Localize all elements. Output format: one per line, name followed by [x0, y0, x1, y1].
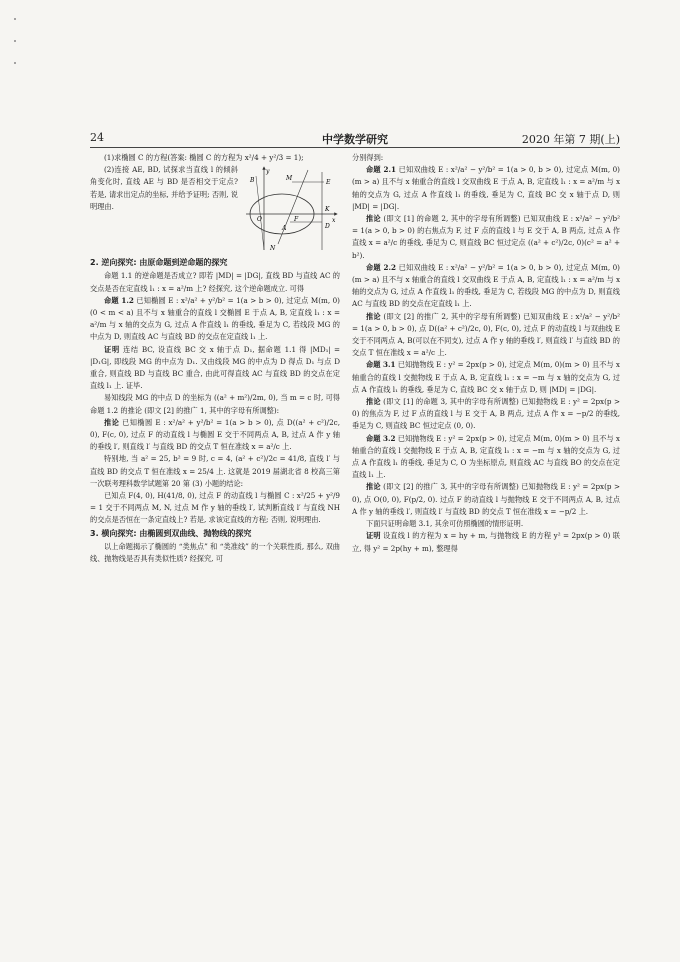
ellipse-figure: [242, 164, 340, 254]
proposition-3-1: [352, 359, 620, 396]
proposition-label: 命题 3.1: [366, 360, 396, 370]
proposition-2-1: [352, 164, 620, 213]
scan-speck: [14, 18, 16, 20]
label-b: B: [250, 177, 255, 185]
paragraph: 分别得到:: [352, 153, 384, 162]
scan-speck: [14, 62, 16, 64]
proof-text: 连结 BC, 设直线 BC 交 x 轴于点 D₁, 据命题 1.1 得 |MD₁| = |D₁G|, 即线段 MG 的中点为 D₁. 又由线段 MG 的中点为 D 得点 D₁ 与点 D 重合, 则直线 BD 与直线 BC 重合, 由此可得直线 AC 与直线 BD 的交点在定直线 l₁ 上. 证毕.: [90, 344, 340, 391]
proof-block: [352, 530, 620, 554]
inference-label: 推论: [104, 417, 120, 427]
inference-label: 推论: [366, 214, 381, 224]
label-f: F: [294, 216, 299, 224]
inference-label: 推论: [366, 311, 381, 321]
left-column: [90, 152, 340, 565]
inference-block: [352, 396, 620, 433]
inference-block: [352, 481, 620, 518]
section-3-title: 3. 横向探究: 由椭圆到双曲线、抛物线的探究: [90, 528, 252, 538]
inference-text: (即文 [2] 的推广 3, 其中的字母有所调整) 已知抛物线 E : y² = 2px(p > 0), 点 O(0, 0), F(p/2, 0). 过点 F 的动直线 l 与抛物线 E 交于不同两点 A, B, 过点 A 作 y 轴的垂线 l′, 则直线 l′ 与直线 BD 的交点 T 恒在准线 x = −p/2 上.: [352, 482, 620, 516]
scan-speck: [14, 40, 16, 42]
proposition-text: 已知椭圆 E : x²/a² + y²/b² = 1(a > b > 0), 过定点 M(m, 0)(0 < m < a) 且不与 x 轴重合的直线 l 交椭圆 E 于点 A, B, 定直线 l₁ : x = a²/m 与 x 轴的交点为 G, 过点 A 作直线 l₁ 的垂线, 垂足为 C, 若线段 MG 的中点为 D, 则直线 AC 与直线 BD 的交点在定直线 l₁ 上.: [90, 295, 340, 342]
label-m: M: [286, 175, 293, 183]
proof-label: 证明: [366, 531, 381, 541]
paragraph: 已知点 F(4, 0), H(41/8, 0), 过点 F 的动直线 l 与椭圆 C : x²/25 + y²/9 = 1 交于不同两点 M, N, 过点 M 作 y 轴的垂线 l′, 试判断直线 l′ 与直线 NH 的交点是否恒在一条定直线上? 若是, 求该定直线的方程; 否则, 说明理由.: [90, 491, 340, 525]
label-o: O: [257, 216, 262, 224]
paragraph: 易知线段 MG 的中点 D 的坐标为 ((a² + m²)/2m, 0), 当 m = c 时, 可得命题 1.2 的推论 (即文 [2] 的推广 1, 其中的字母有所调整):: [90, 393, 340, 415]
section-2-title: 2. 逆向探究: 由原命题到逆命题的探究: [90, 258, 228, 268]
proposition-text: 已知双曲线 E : x²/a² − y²/b² = 1(a > 0, b > 0), 过定点 M(m, 0)(m > a) 且不与 x 轴重合的直线 l 交双曲线 E 于点 A, B, 定直线 l₁ : x = a²/m 与 x 轴的交点为 G, 过点 A 作直线 l₁ 的垂线, 垂足为 C, 若线段 MG 的中点为 D, 则直线 AC 与直线 BD 的交点在定直线 l₁ 上.: [352, 262, 620, 309]
proposition-text: 已知抛物线 E : y² = 2px(p > 0), 过定点 M(m, 0)(m > 0) 且不与 x 轴重合的直线 l 交抛物线 E 于点 A, B, 定直线 l₁ : x = −m 与 x 轴的交点为 G, 过点 A 作直线 l₁ 的垂线, 垂足为 C, O 为坐标原点, 则直线 AC 与直线 BO 的交点在定直线 l₁ 上.: [352, 433, 620, 480]
paragraph: 下面只证明命题 3.1, 其余可仿照椭圆的情形证明.: [366, 519, 524, 529]
right-column: [352, 152, 620, 555]
issue-number: 2020 年第 7 期(上): [521, 133, 620, 146]
inference-text: (即文 [1] 的命题 2, 其中的字母有所调整) 已知双曲线 E : x²/a² − y²/b² = 1(a > 0, b > 0) 的右焦点为 F, 过 F 点的直线 l 与 E 交于 A, B 两点, 过点 A 作直线 x = a²/c 的垂线, 垂足为 C, 则直线 BC 恒过定点 ((a² + c²)/2c, 0)(c² = a² + b²).: [352, 214, 620, 260]
inference-text: (即文 [2] 的推广 2, 其中的字母有所调整) 已知双曲线 E : x²/a² − y²/b² = 1(a > 0, b > 0), 点 D((a² + c²)/2c, 0), F(c, 0), 过点 F 的动直线 l 与双曲线 E 交于不同两点 A, B(可以在不同支), 过点 A 作 y 轴的垂线 l′, 则直线 l′ 与直线 BD 的交点 T 恒在准线 x = a²/c 上.: [352, 311, 620, 358]
proof-block: [90, 344, 340, 393]
label-x: x: [332, 217, 336, 225]
inference-block: [352, 213, 620, 262]
paragraph: 特别地, 当 a² = 25, b² = 9 时, c = 4, (a² + c²)/2c = 41/8, 直线 l′ 与直线 BD 的交点 T 恒在准线 x = 25/4 上. 这就是 2019 届湖北省 8 校高三第一次联考理科数学试题第 20 第 (3) 小题的结论:: [90, 454, 340, 488]
label-a: A: [282, 225, 287, 233]
journal-name: 中学数学研究: [322, 133, 388, 146]
question-2-block: [90, 164, 340, 256]
proposition-label: 命题 2.2: [366, 262, 397, 272]
label-e: E: [326, 179, 331, 187]
label-k: K: [325, 206, 330, 214]
proof-label: 证明: [104, 344, 120, 354]
inference-label: 推论: [366, 397, 381, 407]
question-1: (1)求椭圆 C 的方程(答案: 椭圆 C 的方程为 x²/4 + y²/3 = 1);: [104, 153, 304, 162]
paragraph: 命题 1.1 的逆命题是否成立? 即若 |MD| = |DG|, 直线 BD 与直线 AC 的交点是否在定直线 l₁ : x = a²/m 上? 经探究, 这个逆命题成立. 可得: [90, 271, 340, 293]
label-d: D: [325, 223, 330, 231]
question-2: (2)连接 AE, BD, 试探求当直线 l 的倾斜角变化时, 直线 AE 与 BD 是否相交于定点? 若是, 请求出定点的坐标, 并给予证明; 否则, 说明理由.: [90, 165, 238, 211]
inference-text: (即文 [1] 的命题 3, 其中的字母有所调整) 已知抛物线 E : y² = 2px(p > 0) 的焦点为 F, 过 F 点的直线 l 与 E 交于 A, B 两点, 过点 A 作 x = −p/2 的垂线, 垂足为 C, 则直线 BC 恒过定点 (0, 0).: [352, 397, 620, 431]
inference-block: [352, 311, 620, 360]
inference-label: 推论: [366, 482, 381, 492]
proposition-3-2: [352, 433, 620, 482]
proposition-text: 已知抛物线 E : y² = 2px(p > 0), 过定点 M(m, 0)(m > 0) 且不与 x 轴重合的直线 l 交抛物线 E 于点 A, B, 定直线 l₁ : x = −m 与 x 轴的交点为 G, 过点 A 作直线 l₁ 的垂线, 垂足为 C, 直线 BC 交 x 轴于点 D, 则 |MD| = |DG|.: [352, 360, 620, 394]
proposition-label: 命题 1.2: [104, 295, 134, 305]
proposition-2-2: [352, 262, 620, 311]
label-y: y: [266, 168, 270, 176]
page-number: 24: [90, 131, 104, 144]
inference-block: [90, 417, 340, 454]
proposition-label: 命题 2.1: [366, 165, 397, 175]
label-n: N: [270, 245, 276, 253]
proposition-1-2: [90, 295, 340, 344]
header-rule: [90, 147, 620, 148]
inference-text: 已知椭圆 E : x²/a² + y²/b² = 1(a > b > 0), 点 D((a² + c²)/2c, 0), F(c, 0), 过点 F 的动直线 l 与椭圆 E 交于不同两点 A, B, 过点 A 作 y 轴的垂线 l′, 则直线 l′ 与直线 BD 的交点 T 恒在准线 x = a²/c 上.: [90, 417, 340, 452]
proposition-label: 命题 3.2: [366, 433, 396, 443]
line-bn: [256, 176, 264, 250]
paragraph: 以上命题揭示了椭圆的 “类焦点” 和 “类准线” 的一个关联性质, 那么, 双曲线、抛物线是否具有类似性质? 经探究, 可: [90, 541, 340, 564]
proposition-text: 已知双曲线 E : x²/a² − y²/b² = 1(a > 0, b > 0), 过定点 M(m, 0)(m > a) 且不与 x 轴重合的直线 l 交双曲线 E 于点 A, B, 定直线 l₁ : x = a²/m 与 x 轴的交点为 G, 过点 A 作直线 l₁ 的垂线, 垂足为 C, 直线 BC 交 x 轴于点 D, 则 |MD| = |DG|.: [352, 165, 620, 211]
proof-text: 设直线 l 的方程为 x = hy + m, 与抛物线 E 的方程 y² = 2px(p > 0) 联立, 得 y² = 2p(hy + m), 整理得: [352, 531, 620, 553]
